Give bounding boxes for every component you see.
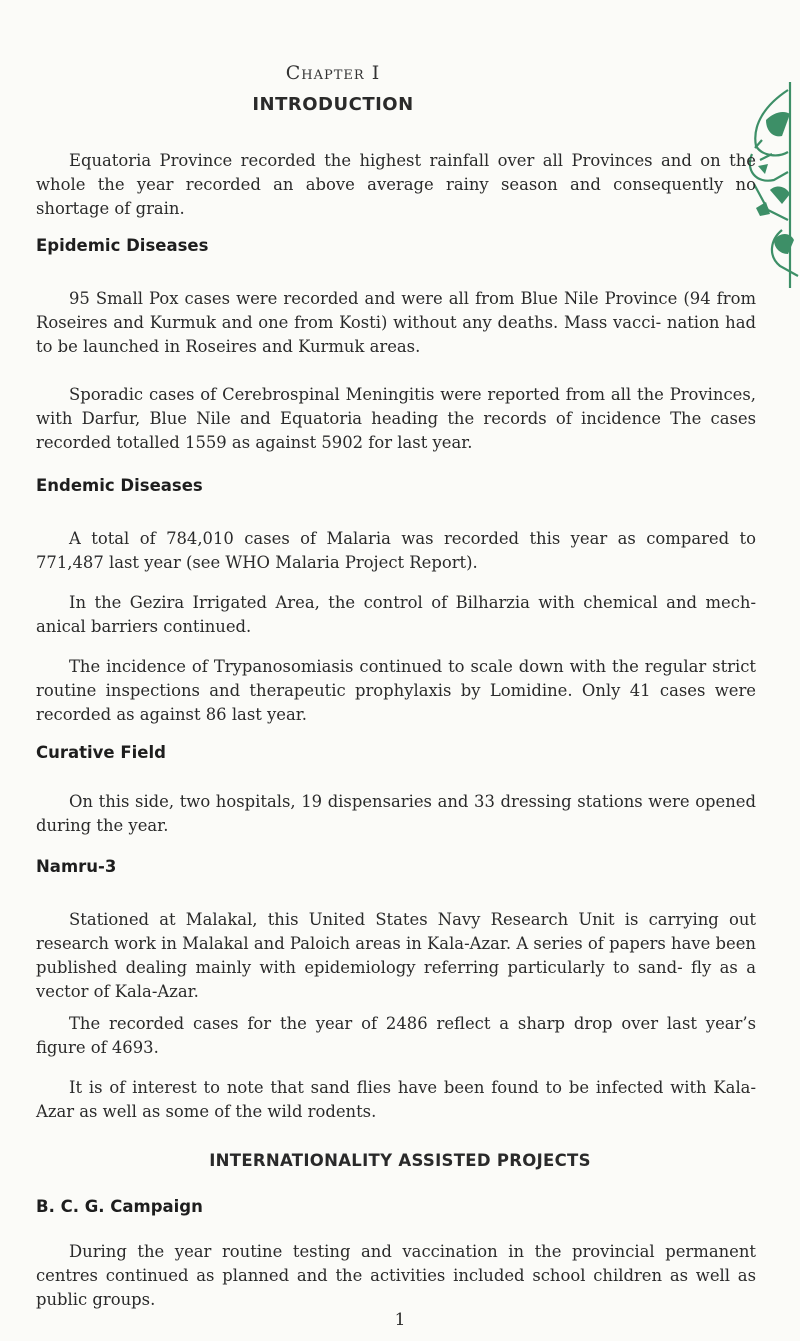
international-projects-title: INTERNATIONALITY ASSISTED PROJECTS (209, 1151, 591, 1170)
epidemic-paragraph-1: 95 Small Pox cases were recorded and were all from Blue Nile Province (94 from Roseires and Kurmuk and one from Kosti) without any deaths. Mass vacci- nation had to be launched in Roseires and Kurmuk areas. (36, 289, 756, 356)
chapter-label: Chapter I (285, 62, 381, 84)
heading-namru-3: Namru-3 (36, 857, 117, 876)
heading-bcg-campaign: B. C. G. Campaign (36, 1197, 203, 1216)
namru-paragraph-2: The recorded cases for the year of 2486 reflect a sharp drop over last year’s figure of 4693. (36, 1014, 756, 1057)
epidemic-paragraph-2: Sporadic cases of Cerebrospinal Meningitis were reported from all the Provinces, with Darfur, Blue Nile and Equatoria heading the records of incidence The cases recorded totalled 1559 as against 5902 for last year. (36, 385, 756, 452)
heading-curative-field: Curative Field (36, 743, 166, 762)
namru-paragraph-3: It is of interest to note that sand flies have been found to be infected with Kala-Azar as well as some of the wild rodents. (36, 1078, 756, 1121)
endemic-paragraph-2: In the Gezira Irrigated Area, the control of Bilharzia with chemical and mech- anical barriers continued. (36, 593, 756, 636)
page-title: INTRODUCTION (252, 94, 414, 115)
heading-endemic-diseases: Endemic Diseases (36, 476, 203, 495)
endemic-paragraph-1: A total of 784,010 cases of Malaria was recorded this year as compared to 771,487 last year (see WHO Malaria Project Report). (36, 529, 756, 572)
namru-paragraph-1: Stationed at Malakal, this United States Navy Research Unit is carrying out research work in Malakal and Paloich areas in Kala-Azar. A series of papers have been published dealing mainly with epidemiology referring particularly to sand- fly as a vector of Kala-Azar. (36, 910, 756, 1001)
bcg-paragraph: During the year routine testing and vaccination in the provincial permanent centres continued as planned and the activities included school children as well as public groups. (36, 1242, 756, 1309)
curative-paragraph: On this side, two hospitals, 19 dispensaries and 33 dressing stations were opened during the year. (36, 792, 756, 835)
endemic-paragraph-3: The incidence of Trypanosomiasis continued to scale down with the regular strict routine inspections and therapeutic prophylaxis by Lomidine. Only 41 cases were recorded as against 86 last year. (36, 657, 756, 724)
page-number: 1 (394, 1310, 406, 1330)
heading-epidemic-diseases: Epidemic Diseases (36, 236, 209, 255)
intro-paragraph: Equatoria Province recorded the highest rainfall over all Provinces and on the whole the year recorded an above average rainy season and consequently no shortage of grain. (36, 151, 756, 218)
